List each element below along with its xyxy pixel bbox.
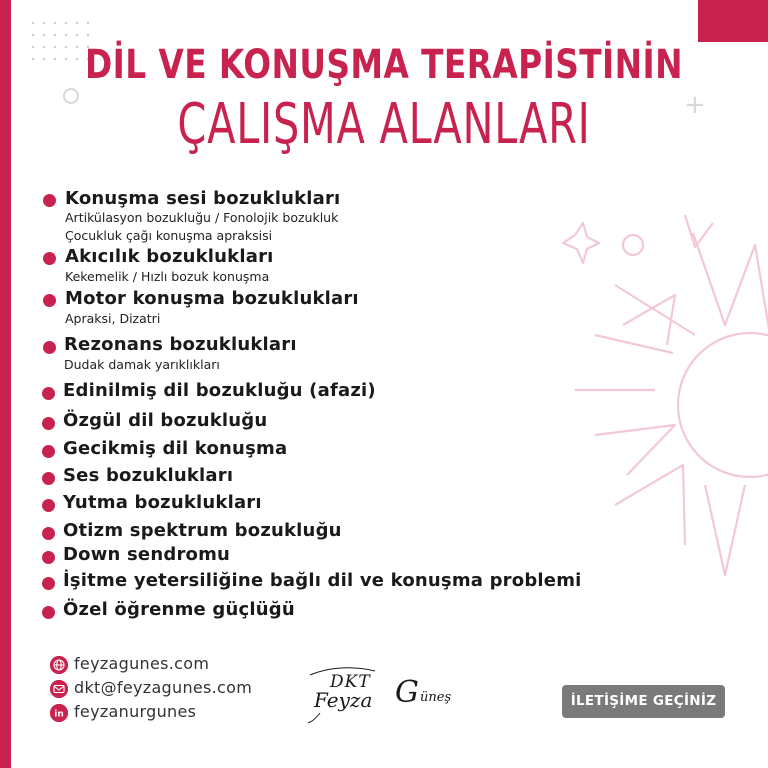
linkedin-text[interactable]: feyzanurgunes <box>74 702 197 721</box>
item-sub-label: Kekemelik / Hızlı bozuk konuşma <box>65 269 270 284</box>
item-label: Özel öğrenme güçlüğü <box>63 599 295 620</box>
bullet-icon <box>42 445 55 458</box>
item-label: Down sendromu <box>63 544 231 565</box>
website-text[interactable]: feyzagunes.com <box>74 654 210 673</box>
sun-illustration <box>555 185 768 585</box>
circle-outline-decoration <box>63 88 79 104</box>
item-sub-label: Çocukluk çağı konuşma apraksisi <box>65 228 273 243</box>
item-label: İşitme yetersiliğine bağlı dil ve konuşma problemi <box>63 570 582 591</box>
item-label: Konuşma sesi bozuklukları <box>65 188 341 209</box>
globe-icon <box>50 656 68 674</box>
bullet-icon <box>42 499 55 512</box>
bullet-icon <box>43 341 56 354</box>
bullet-icon <box>42 606 55 619</box>
item-label: Özgül dil bozukluğu <box>63 410 268 431</box>
svg-text:Feyza: Feyza <box>314 688 373 712</box>
bullet-icon <box>42 387 55 400</box>
item-sub-label: Apraksi, Dizatri <box>65 311 161 326</box>
linkedin-icon <box>50 704 68 722</box>
bullet-icon <box>42 417 55 430</box>
title-line-2: ÇALIŞMA ALANLARI <box>177 92 591 157</box>
left-accent-bar <box>0 0 11 768</box>
bullet-icon <box>43 194 56 207</box>
item-label: Ses bozuklukları <box>63 465 234 486</box>
bullet-icon <box>42 577 55 590</box>
mail-icon <box>50 680 68 698</box>
title-line-1: DİL VE KONUŞMA TERAPİSTİNİN <box>85 42 683 88</box>
corner-accent-block <box>698 0 768 42</box>
bullet-icon <box>42 472 55 485</box>
svg-text:DKT: DKT <box>330 672 371 692</box>
svg-text:G: G <box>395 675 419 710</box>
item-label: Gecikmiş dil konuşma <box>63 438 288 459</box>
plus-icon: + <box>684 90 706 120</box>
item-label: Otizm spektrum bozukluğu <box>63 520 342 541</box>
item-label: Motor konuşma bozuklukları <box>65 288 359 309</box>
svg-text:in: in <box>54 709 64 720</box>
bullet-icon <box>42 527 55 540</box>
signature-logo <box>300 655 470 725</box>
bullet-icon <box>42 551 55 564</box>
svg-text:üneş: üneş <box>420 690 452 705</box>
bullet-icon <box>43 252 56 265</box>
item-sub-label: Artikülasyon bozukluğu / Fonolojik bozukluk <box>65 210 339 225</box>
bullet-icon <box>43 294 56 307</box>
item-label: Akıcılık bozuklukları <box>65 246 274 267</box>
item-sub-label: Dudak damak yarıklıkları <box>64 357 220 372</box>
email-text[interactable]: dkt@feyzagunes.com <box>74 678 253 697</box>
item-label: Edinilmiş dil bozukluğu (afazi) <box>63 380 376 401</box>
item-label: Yutma bozuklukları <box>63 492 262 513</box>
item-label: Rezonans bozuklukları <box>64 334 297 355</box>
contact-us-button[interactable]: İLETİŞİME GEÇİNİZ <box>562 685 725 718</box>
